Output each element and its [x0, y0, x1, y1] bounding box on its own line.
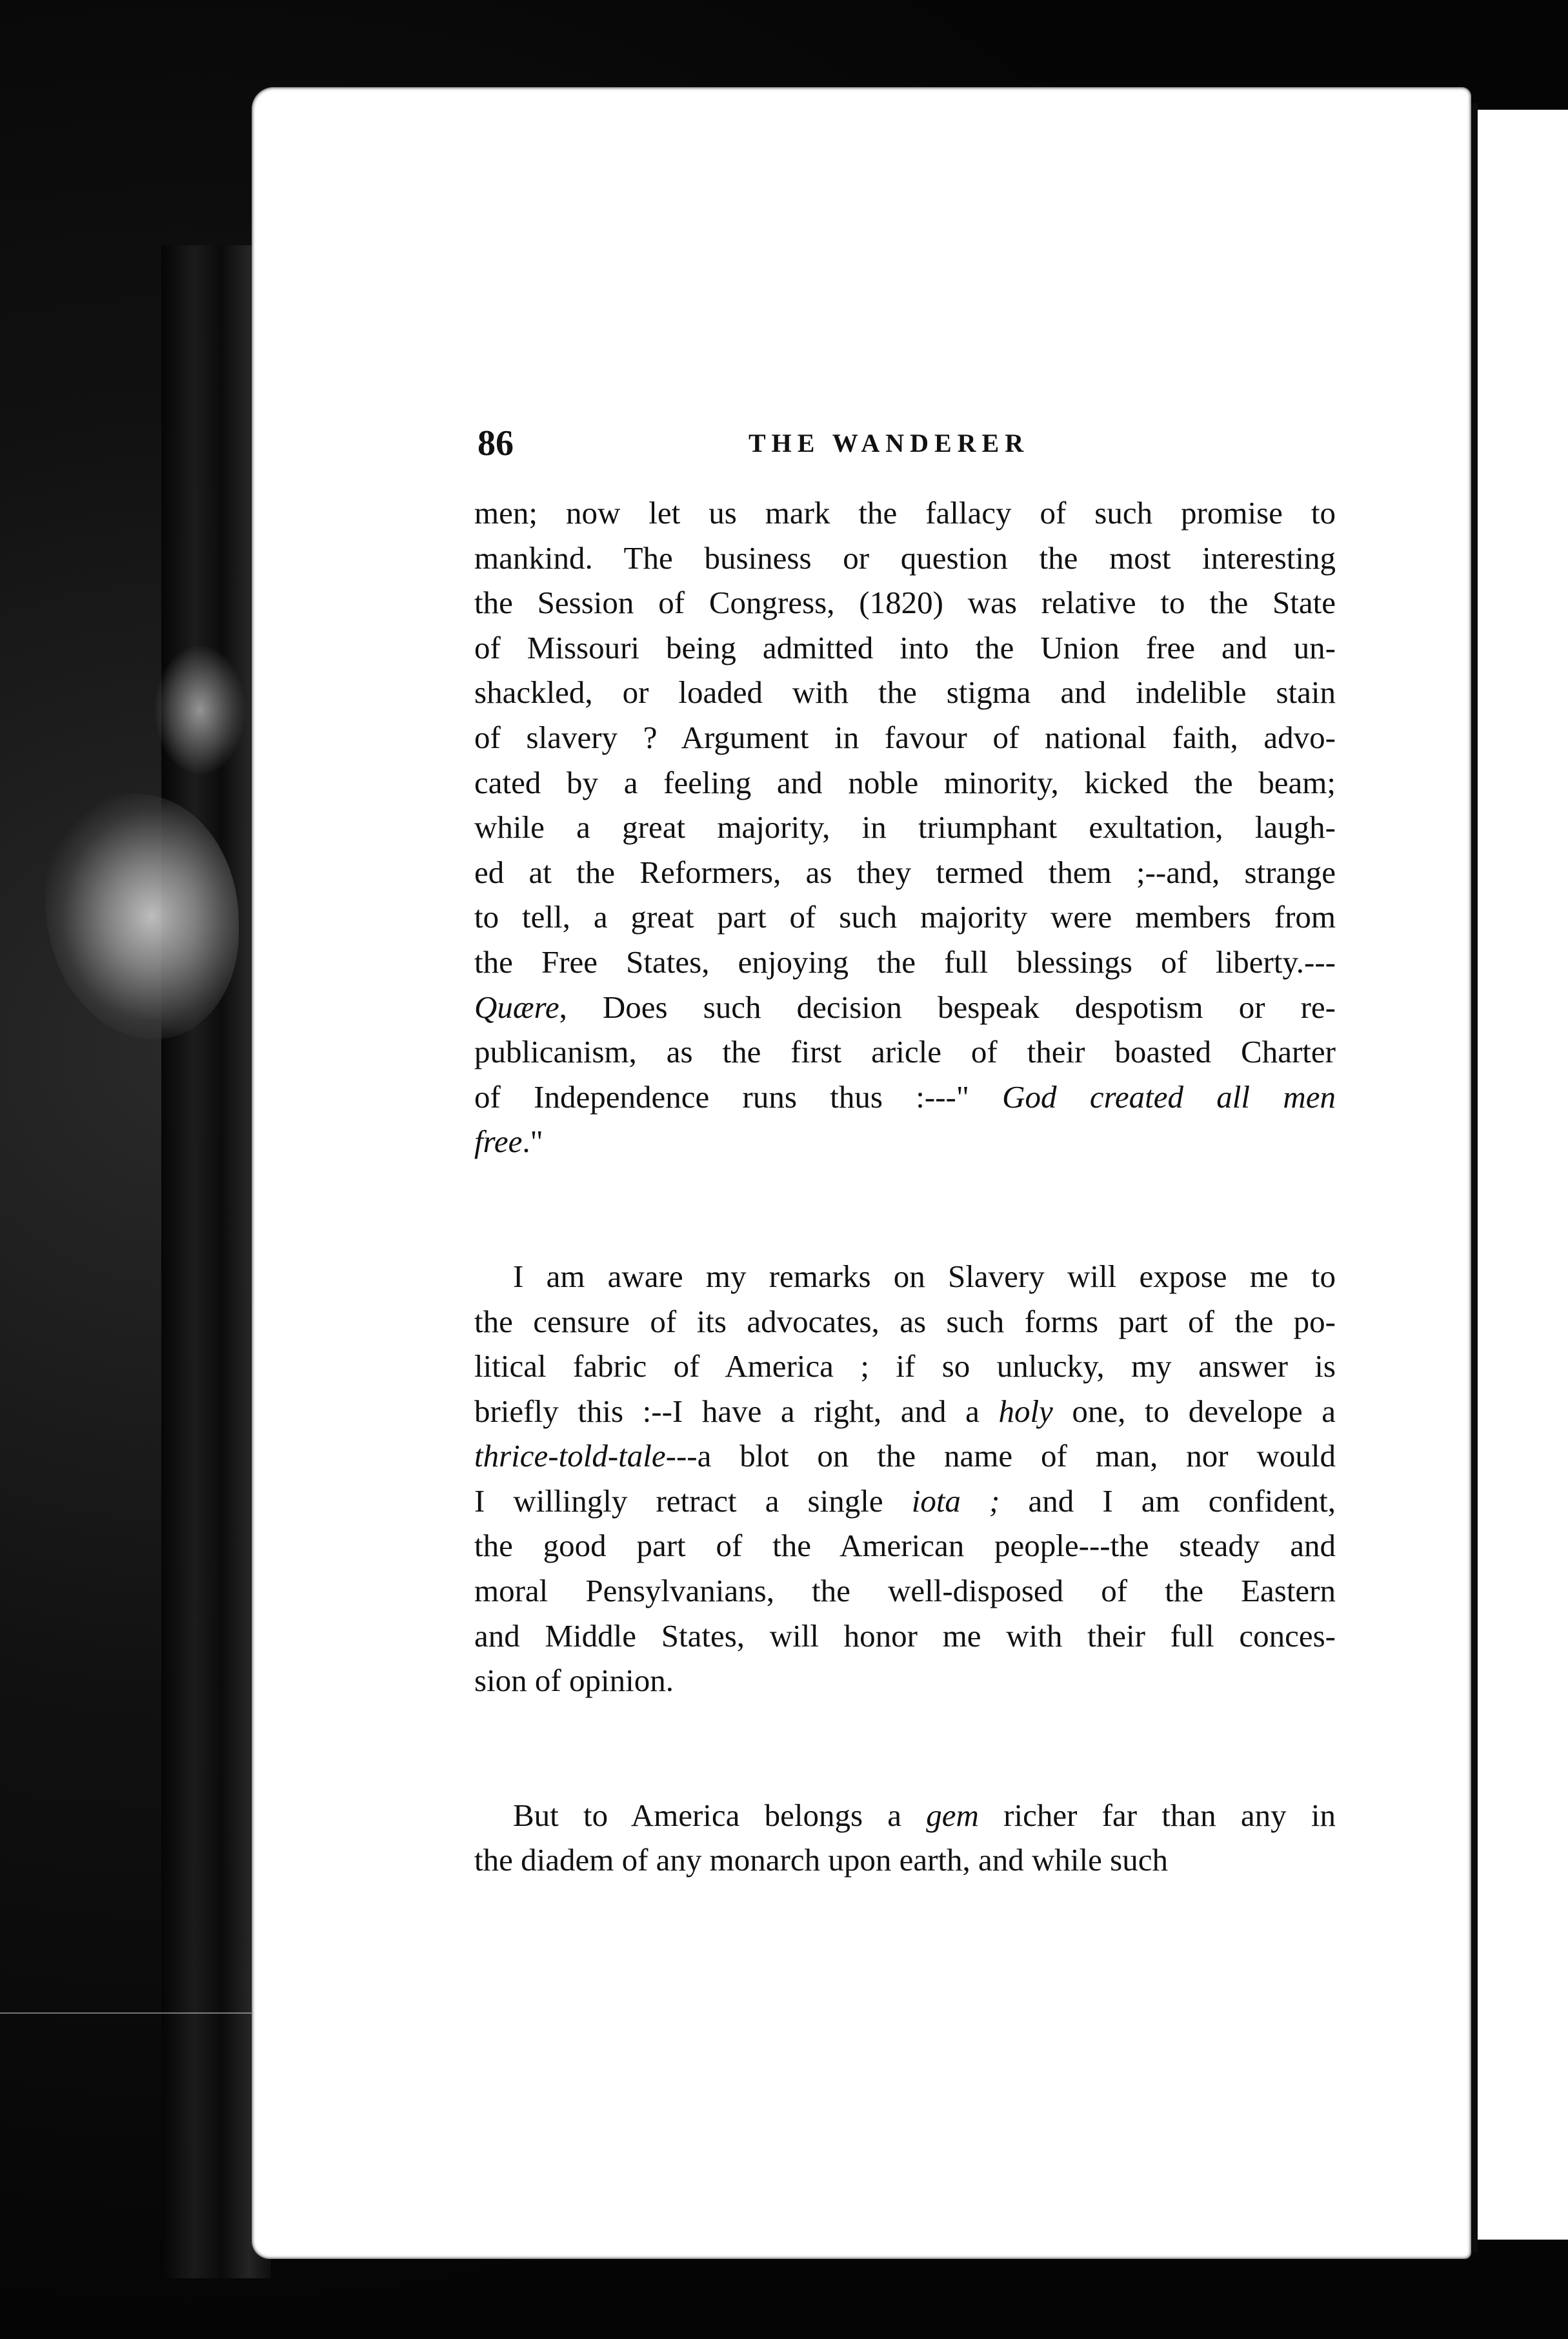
text-line — [474, 1614, 1336, 1659]
italic-text: thrice-told-tale — [474, 1438, 666, 1474]
running-header — [477, 423, 1342, 468]
text-run: mankind. The business or question the most interesting — [474, 540, 1336, 576]
text-run: of slavery ? Argument in favour of national faith, advo- — [474, 719, 1336, 755]
text-line — [474, 536, 1336, 581]
italic-text: gem — [926, 1797, 979, 1833]
text-line — [474, 670, 1336, 715]
text-run: the censure of its advocates, as such forms part of the po- — [474, 1303, 1336, 1339]
text-run: cated by a feeling and noble minority, kicked the beam; — [474, 764, 1336, 800]
paragraph — [474, 1793, 1336, 1883]
text-run: ed at the Reformers, as they termed them ;--and, strange — [474, 854, 1336, 890]
text-line — [474, 1254, 1336, 1299]
text-line — [474, 850, 1336, 895]
text-run: moral Pensylvanians, the well-disposed of the Eastern — [474, 1573, 1336, 1609]
text-run: shackled, or loaded with the stigma and indelible stain — [474, 674, 1336, 711]
text-run: the diadem of any monarch upon earth, and while such — [474, 1842, 1168, 1878]
italic-text: free — [474, 1124, 523, 1160]
text-run: to tell, a great part of such majority were members from — [474, 899, 1336, 935]
text-line — [474, 715, 1336, 760]
text-line — [474, 1075, 1336, 1120]
running-head-title: THE WANDERER — [749, 429, 1030, 458]
italic-text: God created all men — [1002, 1078, 1336, 1115]
text-line — [474, 805, 1336, 850]
text-line — [474, 1523, 1336, 1568]
italic-text: Quære — [474, 989, 559, 1025]
text-run: one, to develope a — [1052, 1393, 1336, 1429]
text-line — [474, 1389, 1336, 1434]
text-line — [474, 580, 1336, 625]
text-run: litical fabric of America ; if so unlucky, my answer is — [474, 1348, 1336, 1384]
text-line — [474, 1479, 1336, 1524]
text-run: richer far than any in — [978, 1797, 1336, 1833]
text-run: the Free States, enjoying the full blessings of liberty.--- — [474, 944, 1336, 980]
italic-text: holy — [998, 1393, 1053, 1429]
text-run: the good part of the American people---the steady and — [474, 1528, 1336, 1564]
adjacent-page-edge — [1478, 110, 1568, 2240]
paragraph-gap — [474, 1703, 1336, 1793]
paragraph-gap — [474, 1164, 1336, 1254]
text-line — [474, 760, 1336, 805]
text-run: ." — [522, 1124, 543, 1160]
text-run: I willingly retract a single — [474, 1483, 912, 1519]
text-line — [474, 985, 1336, 1030]
text-line — [474, 625, 1336, 671]
text-run: briefly this :--I have a right, and a — [474, 1393, 999, 1429]
text-line — [474, 1119, 1336, 1164]
text-line — [474, 1344, 1336, 1389]
text-run: ---a blot on the name of man, nor would — [665, 1438, 1336, 1474]
text-run: men; now let us mark the fallacy of such promise to — [474, 495, 1336, 531]
text-line — [474, 895, 1336, 940]
text-line — [474, 1658, 1336, 1703]
text-line — [474, 940, 1336, 985]
text-line — [474, 491, 1336, 536]
text-line — [474, 1029, 1336, 1075]
text-line — [474, 1433, 1336, 1479]
text-run: of Missouri being admitted into the Union free and un- — [474, 629, 1336, 665]
text-run: But to America belongs a — [513, 1797, 927, 1833]
text-run: and Middle States, will honor me with their full conces- — [474, 1617, 1336, 1654]
text-run: of Independence runs thus :---" — [474, 1078, 1003, 1115]
paper-stain — [155, 645, 245, 775]
text-line — [474, 1793, 1336, 1838]
body-text — [474, 491, 1336, 1883]
paragraph — [474, 491, 1336, 1164]
text-run: and I am confident, — [1000, 1483, 1336, 1519]
text-run: sion of opinion. — [474, 1663, 674, 1699]
text-run: I am aware my remarks on Slavery will expose me to — [513, 1258, 1336, 1294]
page-number: 86 — [477, 423, 514, 463]
text-line — [474, 1568, 1336, 1614]
text-run: , Does such decision bespeak despotism or re- — [559, 989, 1336, 1025]
text-line — [474, 1838, 1336, 1883]
text-run: the Session of Congress, (1820) was relative to the State — [474, 585, 1336, 621]
text-line — [474, 1299, 1336, 1344]
text-run: publicanism, as the first aricle of their boasted Charter — [474, 1034, 1336, 1070]
paragraph — [474, 1254, 1336, 1703]
italic-text: iota ; — [911, 1483, 1000, 1519]
text-run: while a great majority, in triumphant exultation, laugh- — [474, 809, 1336, 845]
